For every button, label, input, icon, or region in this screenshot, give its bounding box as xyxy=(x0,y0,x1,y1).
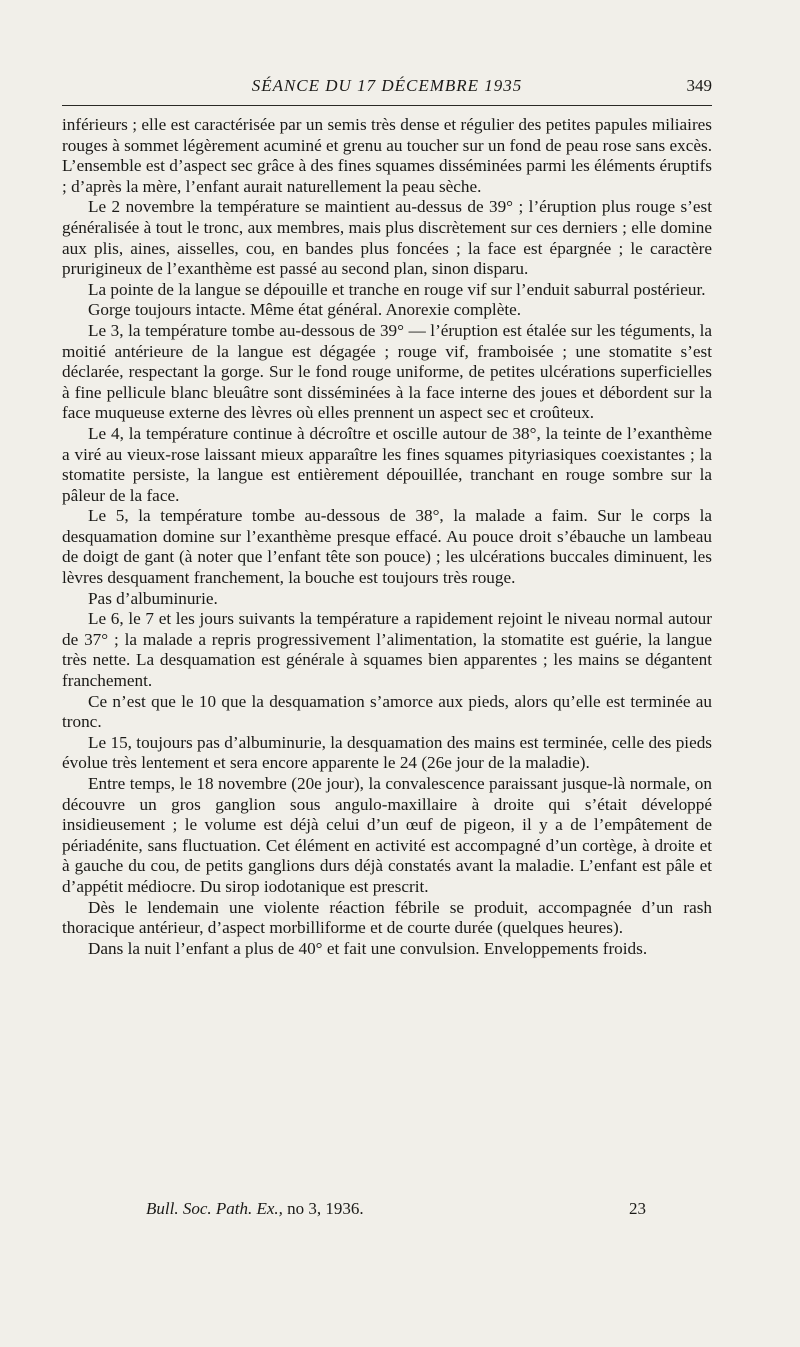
paragraph: Entre temps, le 18 novembre (20e jour), la convalescence paraissant jusque-là normale, on découvre un gros ganglion sous angulo-maxillaire à droite qui s’était développé insidieusement ; le volume est déjà celui d’un œuf de pigeon, il y a de l’empâtement de périadénite, sans fluctuation. Cet élément en activité est accompagné d’un cortège, à droite et à gauche du cou, de petits ganglions durs déjà constatés avant la maladie. L’enfant est pâle et d’appétit médiocre. Du sirop iodotanique est prescrit. xyxy=(62,774,712,896)
journal-title: Bull. Soc. Path. Ex. xyxy=(146,1199,279,1218)
page-header xyxy=(62,70,712,100)
paragraph: Le 3, la température tombe au-dessous de 39° — l’éruption est étalée sur les téguments, la moitié antérieure de la langue est dégagée ; rouge vif, framboisée ; une stomatite s’est déclarée, respectant la gorge. Sur le fond rouge uniforme, de petites ulcérations superficielles à fine pellicule blanc bleuâtre sont disséminées à la face interne des joues et débordent sur la face muqueuse externe des lèvres où elles prennent un aspect sec et croûteux. xyxy=(62,320,712,423)
paragraph: Le 5, la température tombe au-dessous de 38°, la malade a faim. Sur le corps la desquamation domine sur l’exanthème presque effacé. Au pouce droit s’ébauche un lambeau de doigt de gant (à noter que l’enfant tête son pouce) ; les ulcérations buccales diminuent, les lèvres desquament franchement, la bouche est toujours très rouge. xyxy=(62,506,712,588)
paragraph: Dans la nuit l’enfant a plus de 40° et fait une convulsion. Enveloppements froids. xyxy=(88,938,648,958)
paragraph: Le 2 novembre la température se maintient au-dessus de 39° ; l’éruption plus rouge s’est généralisée à tout le tronc, aux membres, mais plus discrètement sur ces derniers ; elle domine aux plis, aines, aisselles, cou, en bandes plus foncées ; la face est épargnée ; le caractère prurigineux de l’exanthème est passé au second plan, sinon disparu. xyxy=(62,197,712,279)
journal-citation: Bull. Soc. Path. Ex., no 3, 1936. xyxy=(146,1199,364,1218)
running-head: SÉANCE DU 17 DÉCEMBRE 1935 xyxy=(251,76,523,95)
paragraph: Le 15, toujours pas d’albuminurie, la desquamation des mains est terminée, celle des pieds évolue très lentement et sera encore apparente le 24 (26e jour de la maladie). xyxy=(62,732,712,773)
paragraph: Le 4, la température continue à décroître et oscille autour de 38°, la teinte de l’exanthème a viré au vieux-rose laissant mieux apparaître les fines squames pityriasiques coexistantes ; la stomatite persiste, la langue est entièrement dépouillée, tranchant en rouge sombre sur la pâleur de la face. xyxy=(62,423,712,505)
page-number: 349 xyxy=(686,76,712,95)
paragraph: inférieurs ; elle est caractérisée par un semis très dense et régulier des petites papules miliaires rouges à sommet légèrement acuminé et grenu au toucher sur un fond de peau rose sans excès. L’ensemble est d’aspect sec grâce à des fines squames disséminées parmi les éléments éruptifs ; d’après la mère, l’enfant aurait naturellement la peau sèche. xyxy=(62,115,712,196)
paragraph: La pointe de la langue se dépouille et tranche en rouge vif sur l’enduit saburral postérieur. xyxy=(88,279,706,299)
page-footer xyxy=(146,1199,646,1223)
paragraph: Ce n’est que le 10 que la desquamation s’amorce aux pieds, alors qu’elle est terminée au tronc. xyxy=(62,691,712,732)
body-text xyxy=(62,115,712,959)
signature-mark: 23 xyxy=(629,1199,646,1218)
paragraph: Dès le lendemain une violente réaction fébrile se produit, accompagnée d’un rash thoracique antérieur, d’aspect morbilliforme et de courte durée (quelques heures). xyxy=(62,897,712,938)
paragraph: Pas d’albuminurie. xyxy=(88,588,218,608)
header-rule xyxy=(62,105,712,106)
journal-issue: no 3, 1936. xyxy=(287,1199,364,1218)
paragraph: Le 6, le 7 et les jours suivants la température a rapidement rejoint le niveau normal autour de 37° ; la malade a repris progressivement l’alimentation, la stomatite est guérie, la langue très nette. La desquamation est générale à squames bien apparentes ; les mains se dégantent franchement. xyxy=(62,609,712,691)
paragraph: Gorge toujours intacte. Même état général. Anorexie complète. xyxy=(88,300,522,320)
